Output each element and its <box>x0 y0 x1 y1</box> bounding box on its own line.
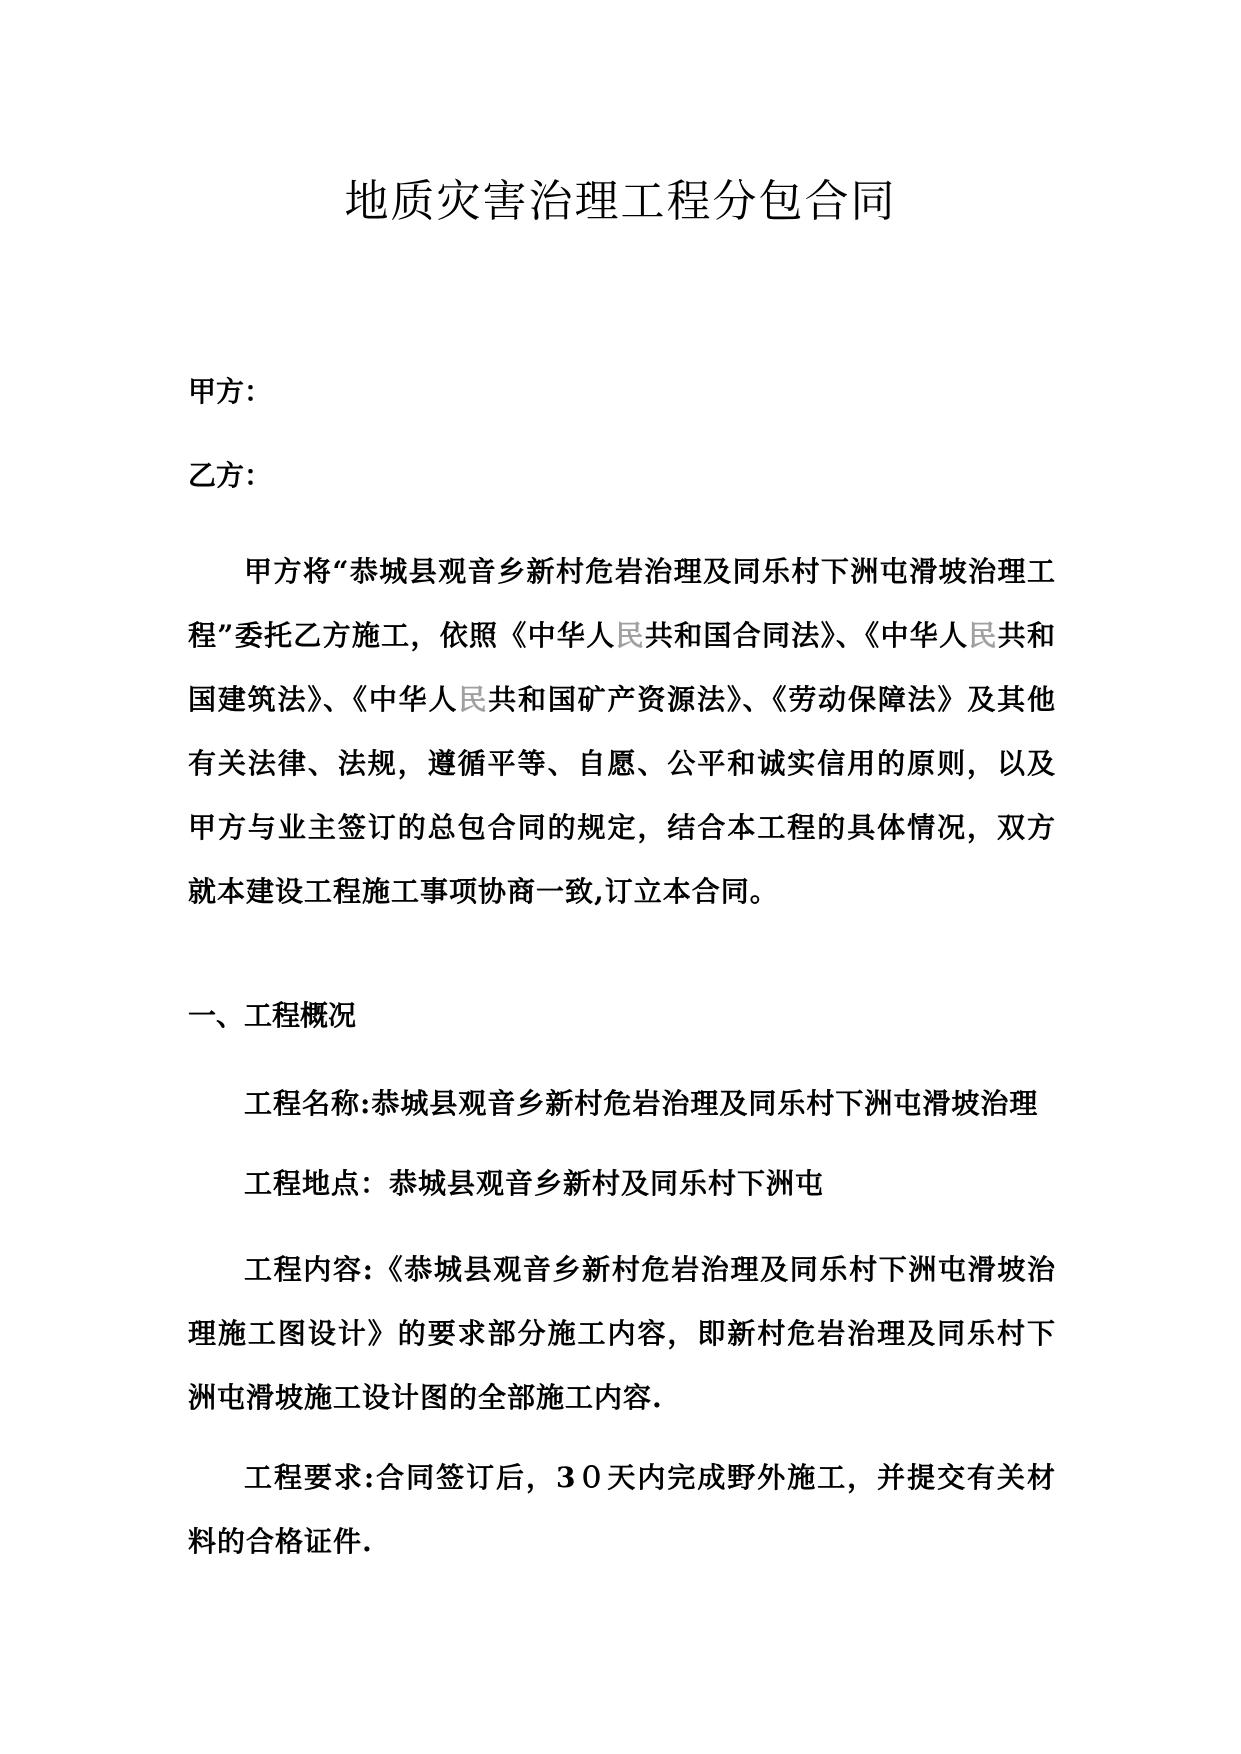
intro-text-2: 共和国合同法》、《中华人 <box>644 619 969 652</box>
project-content: 工程内容:《恭城县观音乡新村危岩治理及同乐村下洲屯滑坡治理施工图设计》的要求部分施工内容，即新村危岩治理及同乐村下洲屯滑坡施工设计图的全部施工内容. <box>188 1253 1056 1414</box>
project-name: 工程名称:恭城县观音乡新村危岩治理及同乐村下洲屯滑坡治理 <box>244 1087 1039 1120</box>
project-requirement: 工程要求:合同签订后，3０天内完成野外施工，并提交有关材料的合格证件. <box>188 1461 1056 1558</box>
intro-faded-char-2: 民 <box>968 619 998 652</box>
intro-text-4: 共和国矿产资源法》、《劳动保障法》及其他有关法律、法规，遵循平等、自愿、公平和诚实信用的原则，以及甲方与业主签订的总包合同的规定，结合本工程的具体情况，双方就本建设工程施工事项协商一致,订立本合同。 <box>188 683 1056 908</box>
intro-text-3: 共和国建筑法》、《中华人 <box>188 619 1056 716</box>
intro-faded-char-3: 民 <box>458 683 489 716</box>
intro-text-1: 甲方将“恭城县观音乡新村危岩治理及同乐村下洲屯滑坡治理工程”委托乙方施工，依照《中华人 <box>188 555 1056 652</box>
section-heading-project-overview: 一、工程概况 <box>188 999 357 1032</box>
party-a-label: 甲方： <box>188 375 273 408</box>
document-title: 地质灾害治理工程分包合同 <box>344 176 897 227</box>
project-location: 工程地点：恭城县观音乡新村及同乐村下洲屯 <box>244 1167 825 1200</box>
party-b-label: 乙方： <box>188 459 273 492</box>
intro-paragraph <box>188 540 1056 924</box>
intro-faded-char-1: 民 <box>615 619 645 652</box>
